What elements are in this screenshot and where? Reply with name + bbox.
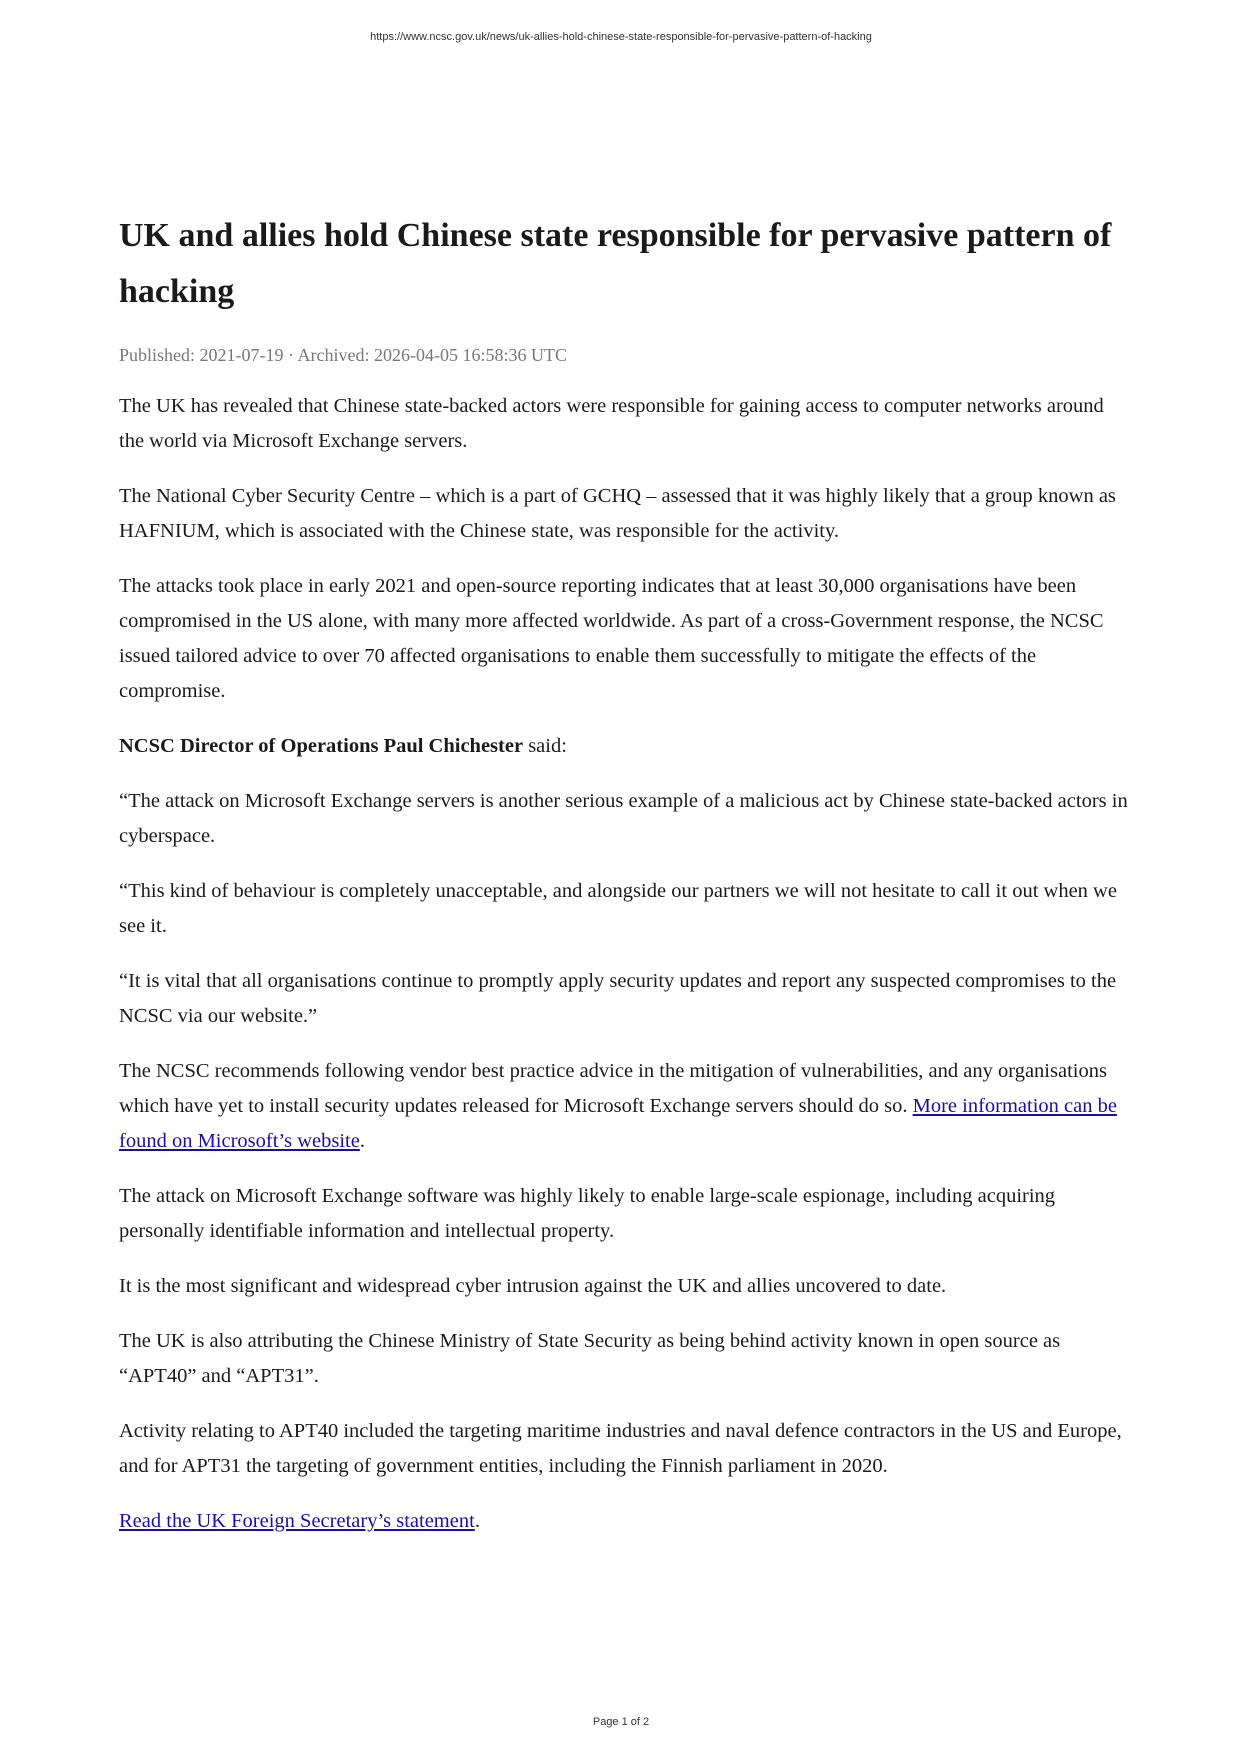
paragraph-8-end: . — [359, 1130, 365, 1152]
paragraph-13 — [119, 1504, 1129, 1539]
speaker-said: said: — [523, 735, 567, 757]
quote-3: “It is vital that all organisations continue to promptly apply security updates and report any suspected compromises to the NCSC via our website.” — [119, 970, 1117, 1027]
article-title: UK and allies hold Chinese state responsible for pervasive pattern of hacking — [119, 217, 1112, 310]
paragraph-8 — [119, 1054, 1129, 1159]
paragraph-2: The National Cyber Security Centre – which is a part of GCHQ – assessed that it was highly likely that a group known as HAFNIUM, which is associated with the Chinese state, was responsible for the activity. — [119, 485, 1116, 542]
paragraph-9: The attack on Microsoft Exchange software was highly likely to enable large-scale espionage, including acquiring personally identifiable information and intellectual property. — [119, 1185, 1056, 1242]
paragraph-4 — [119, 729, 1129, 764]
speaker-name: NCSC Director of Operations Paul Chichester — [119, 735, 524, 757]
paragraph-3: The attacks took place in early 2021 and open-source reporting indicates that at least 30,000 organisations have been compromised in the US alone, with many more affected worldwide. As part of a cross-Government response, the NCSC issued tailored advice to over 70 affected organisations to enable them successfully to mitigate the effects of the compromise. — [119, 575, 1104, 702]
quote-1: “The attack on Microsoft Exchange servers is another serious example of a malicious act by Chinese state-backed actors in cyberspace. — [119, 790, 1128, 847]
paragraph-1: The UK has revealed that Chinese state-backed actors were responsible for gaining access to computer networks around the world via Microsoft Exchange servers. — [119, 395, 1104, 452]
article-meta: Published: 2021-07-19 · Archived: 2026-04-05 16:58:36 UTC — [119, 345, 567, 365]
microsoft-website-link[interactable]: More information can be found on Microsoft’s website — [119, 1095, 1117, 1152]
page-url: https://www.ncsc.gov.uk/news/uk-allies-hold-chinese-state-responsible-for-pervasive-pattern-of-hacking — [370, 31, 872, 43]
quote-2: “This kind of behaviour is completely unacceptable, and alongside our partners we will not hesitate to call it out when we see it. — [119, 880, 1117, 937]
article — [119, 208, 1129, 1539]
page-number: Page 1 of 2 — [592, 1716, 650, 1728]
paragraph-8-text: The NCSC recommends following vendor best practice advice in the mitigation of vulnerabilities, and any organisations which have yet to install security updates released for Microsoft Exchange servers should do so. — [119, 1060, 1107, 1117]
paragraph-13-end: . — [474, 1510, 480, 1532]
paragraph-12: Activity relating to APT40 included the targeting maritime industries and naval defence contractors in the US and Europe, and for APT31 the targeting of government entities, including the Finnish parliament in 2020. — [119, 1420, 1122, 1477]
foreign-secretary-statement-link[interactable]: Read the UK Foreign Secretary’s statement — [119, 1510, 475, 1532]
paragraph-11: The UK is also attributing the Chinese Ministry of State Security as being behind activity known in open source as “APT40” and “APT31”. — [119, 1330, 1061, 1387]
paragraph-10: It is the most significant and widespread cyber intrusion against the UK and allies uncovered to date. — [119, 1275, 947, 1297]
